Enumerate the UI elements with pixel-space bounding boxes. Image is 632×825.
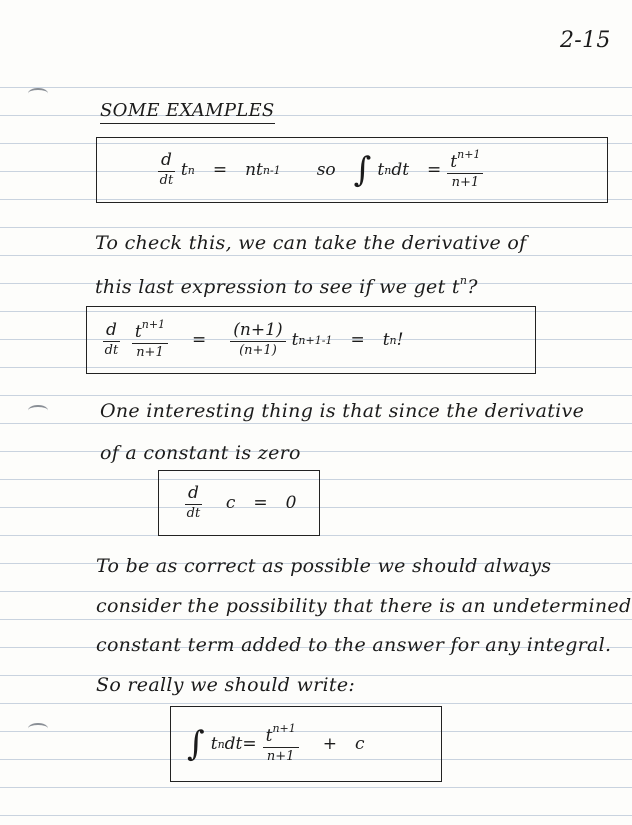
para3-line3: constant term added to the answer for any integral.: [96, 634, 612, 656]
integral-sign: ∫: [353, 150, 372, 190]
integral-result-fraction: $\frac{t^{n+1}}{n+1}$: [447, 149, 483, 190]
equation-box-derivative-integral: $\frac{d}{dt}$ t n = n t n-1 so ∫ t n dt = $\frac{t^{n+1}}{n+1}$: [96, 137, 608, 203]
top-margin: [0, 0, 632, 80]
para1-line1: To check this, we can take the derivative of: [95, 232, 527, 254]
para3-line4: So really we should write:: [96, 674, 356, 696]
d-dt-operator: $\frac{d}{dt}$: [104, 320, 119, 358]
coefficient-fraction: $\frac{(n+1)}{(n+1)}$: [230, 321, 285, 358]
so-word: so: [316, 160, 336, 180]
para2-line2: of a constant is zero: [100, 442, 301, 464]
d-dt-operator: $\frac{d}{dt}$: [159, 150, 174, 188]
para3-line1: To be as correct as possible we should always: [96, 555, 552, 577]
punch-hole-bottom: [28, 723, 48, 734]
para3-line2: consider the possibility that there is an undetermined: [96, 595, 632, 617]
para2-line1: One interesting thing is that since the derivative: [100, 400, 585, 422]
page-title: SOME EXAMPLES: [100, 100, 275, 124]
equation-box-constant: $\frac{d}{dt}$ c = 0: [158, 470, 320, 536]
integral-sign: ∫: [187, 724, 205, 764]
integral-result-fraction: $\frac{t^{n+1}}{n+1}$: [263, 723, 299, 764]
page-number: 2-15: [560, 28, 611, 53]
punch-hole-top: [28, 88, 48, 99]
equation-box-general-integral: ∫ t n dt = $\frac{t^{n+1}}{n+1}$ + c: [170, 706, 442, 782]
punch-hole-middle: [28, 405, 48, 416]
d-dt-operator: $\frac{d}{dt}$: [186, 483, 201, 521]
para1-line2: this last expression to see if we get $t^n$?: [95, 274, 478, 298]
equation-box-check: $\frac{d}{dt}$ $\frac{t^{n+1}}{n+1}$ = $\frac{(n+1)}{(n+1)}$ t n+1-1 = t n !: [86, 306, 536, 374]
antiderivative-fraction: $\frac{t^{n+1}}{n+1}$: [132, 319, 168, 360]
